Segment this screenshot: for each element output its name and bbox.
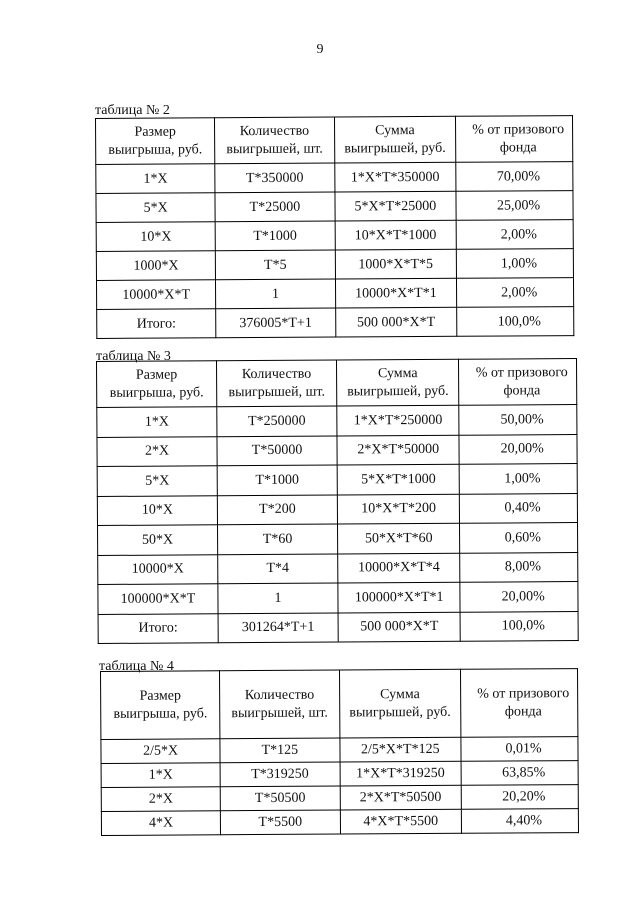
header-line: % от призового xyxy=(477,685,570,702)
header-line: Сумма xyxy=(375,122,415,138)
header-fund-percent xyxy=(459,359,577,406)
header-line: выигрышей, руб. xyxy=(347,383,449,399)
win-count-cell: 301264*Т+1 xyxy=(218,613,338,643)
fund-percent-cell: 20,00% xyxy=(459,434,577,464)
win-count-cell: 376005*Т+1 xyxy=(216,308,335,338)
prize-size-cell: Итого: xyxy=(98,613,218,643)
prize-size-cell: 2*Х xyxy=(97,436,217,466)
win-sum-cell: 1000*Х*Т*5 xyxy=(335,249,457,279)
prize-size-cell: 1000*Х xyxy=(96,251,215,281)
table-row xyxy=(96,162,573,194)
win-count-cell: Т*50500 xyxy=(220,786,339,811)
table-row xyxy=(97,405,577,437)
fund-percent-cell: 20,20% xyxy=(461,785,578,810)
table-row xyxy=(101,737,578,764)
win-sum-cell: 10000*Х*Т*4 xyxy=(338,553,461,583)
table-row xyxy=(97,434,577,466)
win-count-cell: Т*250000 xyxy=(217,406,337,436)
fund-percent-cell: 1,00% xyxy=(456,249,573,279)
header-fund-percent xyxy=(456,116,573,163)
table-4-caption: таблица № 4 xyxy=(99,659,174,674)
header-win-count xyxy=(220,670,340,739)
total-row xyxy=(97,307,574,339)
prize-table-2 xyxy=(95,115,574,339)
header-line: Размер xyxy=(135,367,178,383)
header-line: выигрышей, шт. xyxy=(231,705,328,721)
header-line: Количество xyxy=(239,123,310,139)
fund-percent-cell: 25,00% xyxy=(456,191,573,221)
header-prize-size xyxy=(97,361,217,408)
win-sum-cell: 1*Х*Т*250000 xyxy=(337,405,460,435)
fund-percent-cell: 0,60% xyxy=(460,523,578,553)
table-row xyxy=(96,249,573,281)
win-count-cell: Т*1000 xyxy=(217,465,337,495)
fund-percent-cell: 2,00% xyxy=(456,220,573,250)
win-sum-cell: 4*Х*Т*5500 xyxy=(340,809,462,834)
page-number: 9 xyxy=(316,42,324,57)
header-line: выигрышей, шт. xyxy=(226,141,323,157)
header-line: Размер xyxy=(139,688,182,704)
win-sum-cell: 10*Х*Т*200 xyxy=(337,494,460,524)
table-row xyxy=(97,493,577,525)
fund-percent-cell: 70,00% xyxy=(456,162,573,192)
prize-table-4 xyxy=(100,668,579,836)
header-line: Размер xyxy=(134,124,176,140)
win-count-cell: Т*60 xyxy=(218,524,338,554)
table-row xyxy=(101,785,578,812)
win-sum-cell: 2*Х*Т*50500 xyxy=(340,785,462,810)
header-row xyxy=(96,116,573,165)
win-count-cell: Т*350000 xyxy=(215,163,334,193)
win-count-cell: 1 xyxy=(218,583,338,613)
header-line: % от призового xyxy=(475,364,568,381)
win-sum-cell: 10000*Х*Т*1 xyxy=(335,278,457,308)
table-row xyxy=(96,220,573,252)
header-line: выигрышей, шт. xyxy=(228,384,325,400)
prize-size-cell: 10000*Х*Т xyxy=(96,280,215,310)
header-line: выигрышей, руб. xyxy=(349,704,451,720)
prize-size-cell: 2*Х xyxy=(101,787,220,812)
fund-percent-cell: 1,00% xyxy=(460,464,578,494)
prize-size-cell: 4*Х xyxy=(101,811,220,836)
header-win-sum xyxy=(334,116,456,163)
header-win-count xyxy=(215,117,335,164)
table-row xyxy=(98,552,578,584)
win-count-cell: Т*5500 xyxy=(221,810,340,835)
header-prize-size xyxy=(96,118,216,165)
table-row xyxy=(97,464,577,496)
prize-size-cell: 5*Х xyxy=(96,193,215,223)
header-line: фонда xyxy=(503,382,541,399)
win-count-cell: Т*125 xyxy=(220,738,339,763)
prize-size-cell: 10000*Х xyxy=(98,554,218,584)
table-row xyxy=(101,761,578,788)
win-sum-cell: 100000*Х*Т*1 xyxy=(338,582,461,612)
table-3-caption: таблица № 3 xyxy=(96,349,171,364)
header-win-count xyxy=(217,360,337,407)
prize-size-cell: 1*Х xyxy=(101,763,220,788)
fund-percent-cell: 20,00% xyxy=(460,582,578,612)
win-sum-cell: 1*Х*Т*350000 xyxy=(334,162,456,192)
fund-percent-cell: 63,85% xyxy=(461,761,578,786)
header-line: выигрышей, руб. xyxy=(344,140,446,156)
win-count-cell: Т*5 xyxy=(216,250,335,280)
win-sum-cell: 500 000*Х*Т xyxy=(335,307,457,337)
table-row xyxy=(98,523,578,555)
win-sum-cell: 50*Х*Т*60 xyxy=(338,523,461,553)
prize-size-cell: 50*Х xyxy=(98,525,218,555)
win-count-cell: Т*4 xyxy=(218,554,338,584)
table-2-caption: таблица № 2 xyxy=(95,103,170,118)
table-row xyxy=(96,191,573,223)
win-sum-cell: 2/5*Х*Т*125 xyxy=(339,737,461,762)
fund-percent-cell: 8,00% xyxy=(460,552,578,582)
table-row xyxy=(98,582,578,614)
header-line: Сумма xyxy=(377,365,418,381)
table-row xyxy=(96,278,573,310)
header-row xyxy=(101,669,578,740)
prize-size-cell: 10*Х xyxy=(97,495,217,525)
header-line: Сумма xyxy=(380,686,420,702)
win-sum-cell: 1*Х*Т*319250 xyxy=(340,761,462,786)
header-line: фонда xyxy=(504,703,542,720)
win-count-cell: Т*319250 xyxy=(220,762,339,787)
header-line: выигрыша, руб. xyxy=(108,141,203,158)
win-count-cell: Т*50000 xyxy=(217,436,337,466)
win-sum-cell: 5*Х*Т*25000 xyxy=(334,191,456,221)
win-count-cell: Т*200 xyxy=(217,495,337,525)
header-prize-size xyxy=(101,671,221,740)
fund-percent-cell: 50,00% xyxy=(459,405,577,435)
table-row xyxy=(101,809,578,836)
fund-percent-cell: 0,40% xyxy=(460,493,578,523)
header-win-sum xyxy=(336,359,459,406)
fund-percent-cell: 4,40% xyxy=(461,809,578,834)
win-count-cell: Т*1000 xyxy=(215,221,334,251)
win-count-cell: 1 xyxy=(216,279,335,309)
header-line: % от призового xyxy=(472,121,565,138)
header-line: выигрыша, руб. xyxy=(113,705,208,722)
header-win-sum xyxy=(339,669,461,738)
prize-size-cell: 5*Х xyxy=(97,466,217,496)
fund-percent-cell: 0,01% xyxy=(461,737,578,762)
win-sum-cell: 2*Х*Т*50000 xyxy=(337,435,460,465)
header-line: Количество xyxy=(244,687,315,703)
header-fund-percent xyxy=(461,669,578,738)
total-row xyxy=(98,611,578,643)
win-sum-cell: 10*Х*Т*1000 xyxy=(335,220,457,250)
header-line: Количество xyxy=(241,366,312,382)
win-count-cell: Т*25000 xyxy=(215,192,334,222)
prize-table-3 xyxy=(96,358,579,644)
fund-percent-cell: 100,0% xyxy=(457,307,574,337)
win-sum-cell: 500 000*Х*Т xyxy=(338,612,461,642)
fund-percent-cell: 2,00% xyxy=(457,278,574,308)
header-line: фонда xyxy=(499,139,537,156)
prize-size-cell: 10*Х xyxy=(96,222,215,252)
prize-size-cell: 1*Х xyxy=(97,407,217,437)
prize-size-cell: 2/5*Х xyxy=(101,739,220,764)
fund-percent-cell: 100,0% xyxy=(460,611,578,641)
prize-size-cell: Итого: xyxy=(97,309,216,339)
prize-size-cell: 1*Х xyxy=(96,164,215,194)
win-sum-cell: 5*Х*Т*1000 xyxy=(337,464,460,494)
prize-size-cell: 100000*Х*Т xyxy=(98,584,218,614)
header-row xyxy=(97,359,577,408)
header-line: выигрыша, руб. xyxy=(109,384,204,401)
